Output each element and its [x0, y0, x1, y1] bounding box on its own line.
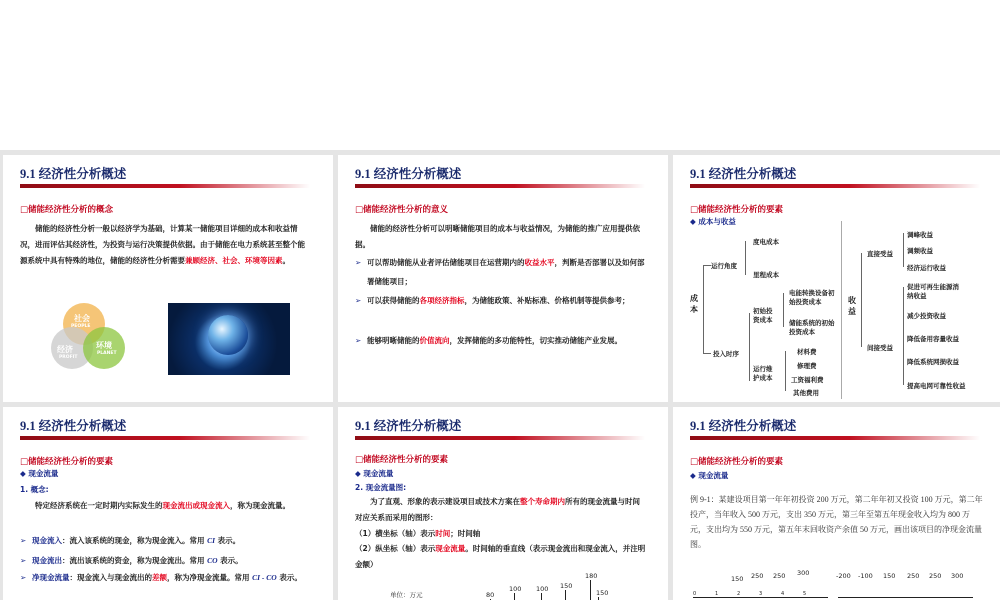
- axis-note-2: （2）纵坐标（轴）表示现金流量。时间轴的垂直线（表示现金流出和现金流入，并注明金额）: [355, 544, 646, 569]
- axis-tick: 4: [781, 591, 785, 597]
- tree-material: 材料费: [797, 348, 817, 356]
- bullet-cash-outflow: ➢ 现金流出：流出该系统的资金，称为现金流出。常用 CO 表示。: [20, 556, 243, 565]
- flow-arrow: [541, 593, 542, 600]
- sub-heading: ◆ 现金流量: [690, 471, 729, 480]
- tree-loss-revenue: 降低系统网损收益: [907, 358, 959, 366]
- tree-repair: 修理费: [797, 362, 817, 370]
- unit-label: 单位：万元: [390, 591, 423, 599]
- flow-value: 150: [731, 575, 744, 583]
- time-axis-right: [838, 597, 973, 598]
- tree-line: [749, 313, 750, 381]
- venn-label-social-en: PEOPLE: [71, 324, 91, 329]
- tree-line: [903, 233, 904, 267]
- venn-label-economy: 经济: [57, 345, 73, 354]
- tree-equipment-cost: 电能转换设备初始投资成本: [789, 289, 835, 306]
- flow-arrow: [565, 590, 566, 600]
- tree-line: [703, 265, 704, 353]
- time-axis-left: [693, 597, 828, 598]
- venn-label-environment: 环境: [96, 341, 112, 350]
- venn-label-environment-en: PLANET: [97, 351, 117, 356]
- flow-value: 250: [773, 572, 786, 580]
- venn-label-social: 社会: [74, 314, 90, 323]
- tree-line: [703, 265, 711, 266]
- axis-tick: 2: [737, 591, 741, 597]
- title-underline: [355, 184, 645, 188]
- tree-other: 其他费用: [793, 389, 819, 397]
- slide-title: 9.1 经济性分析概述: [355, 419, 462, 433]
- title-underline: [20, 436, 310, 440]
- slide-thumbnail-4[interactable]: [3, 407, 333, 600]
- tree-reliability-revenue: 提高电网可靠性收益: [907, 382, 966, 390]
- bullet-item: ➢ 可以帮助储能从业者评估储能项目在运营期内的收益水平，判断是否部署以及如何部署储能项目；: [355, 258, 645, 286]
- tree-system-cost: 储能系统的初始投资成本: [789, 319, 835, 336]
- tree-line: [785, 351, 786, 391]
- flow-value: -200: [836, 572, 851, 580]
- tree-economic-revenue: 经济运行收益: [907, 264, 946, 272]
- globe-image: [168, 303, 290, 375]
- tree-divider: [841, 221, 842, 399]
- slide-title: 9.1 经济性分析概述: [690, 419, 797, 433]
- para-text: 储能的经济性分析一般以经济学为基础，计算某一储能项目详细的成本和收益情况，进而评估其经济性，为投资与运行决策提供依据。由于储能在电力系统甚至整个能源系统中具有特殊的地位，储能的经济性分析需要: [20, 224, 305, 265]
- bullet-item: ➢ 能够明晰储能的价值流向，发挥储能的多功能特性，切实推动储能产业发展。: [355, 336, 622, 345]
- slide-thumbnail-5[interactable]: [338, 407, 668, 600]
- title-underline: [690, 184, 980, 188]
- flow-value: 250: [929, 572, 942, 580]
- bullet-cash-inflow: ➢ 现金流入：流入该系统的现金，称为现金流入。常用 CI 表示。: [20, 536, 241, 545]
- bullet-item: ➢ 可以获得储能的各项经济指标，为储能政策、补贴标准、价格机制等提供参考；: [355, 296, 630, 305]
- sub-heading: ◆ 现金流量: [20, 469, 59, 478]
- sub-heading: ◆ 成本与收益: [690, 217, 736, 226]
- slide-title: 9.1 经济性分析概述: [20, 167, 127, 181]
- flow-arrow: [590, 580, 591, 600]
- tree-direct-benefit: 直接受益: [867, 250, 893, 258]
- tree-frequency-revenue: 调频收益: [907, 247, 933, 255]
- venn-label-economy-en: PROFIT: [59, 355, 78, 360]
- tree-line: [783, 293, 784, 327]
- sub-heading: ◆ 现金流量: [355, 469, 394, 478]
- section-heading: □储能经济性分析的要素: [690, 205, 784, 215]
- slide-thumbnail-2[interactable]: [338, 155, 668, 402]
- tree-line: [745, 241, 746, 275]
- tree-investment-time: 投入时序: [713, 350, 739, 358]
- title-underline: [690, 436, 980, 440]
- para-highlight: 兼顾经济、社会、环境等因素: [185, 256, 283, 265]
- tree-investment-saving: 减少投资收益: [907, 312, 946, 320]
- slide-title: 9.1 经济性分析概述: [690, 167, 797, 181]
- tree-mileage-cost: 里程成本: [753, 271, 779, 279]
- cashflow-chart-intro: 为了直观、形象的表示建设项目或技术方案在整个寿命期内所有的现金流量与时间对应关系而采用的图形：: [355, 497, 640, 522]
- flow-value: 150: [883, 572, 896, 580]
- tree-om-cost: 运行维护成本: [753, 365, 773, 382]
- title-underline: [20, 184, 310, 188]
- flow-value: 150: [596, 589, 609, 597]
- flow-value: 180: [585, 572, 598, 580]
- tree-degree-cost: 度电成本: [753, 238, 779, 246]
- title-underline: [355, 436, 645, 440]
- slide-thumbnail-3[interactable]: [673, 155, 1000, 402]
- slide-title: 9.1 经济性分析概述: [20, 419, 127, 433]
- slide-title: 9.1 经济性分析概述: [355, 167, 462, 181]
- slide-thumbnail-6[interactable]: [673, 407, 1000, 600]
- flow-value: 150: [560, 582, 573, 590]
- axis-tick: 0: [693, 591, 697, 597]
- flow-value: 250: [907, 572, 920, 580]
- tree-peak-revenue: 调峰收益: [907, 231, 933, 239]
- flow-value: 300: [797, 569, 810, 577]
- flow-value: 100: [509, 585, 522, 593]
- meaning-paragraph: 储能的经济性分析可以明晰储能项目的成本与收益情况，为储能的推广应用提供依据。: [355, 224, 640, 249]
- section-heading: □储能经济性分析的要素: [20, 457, 114, 467]
- example-text: 例 9-1：某建设项目第一年年初投资 200 万元，第二年年初又投资 100 万元，第二年投产，当年收入 500 万元，支出 350 万元，第三年至第五年现金收入均为 800 万元，支出均为 550 万元，第五年末回收资产余值 50 万元，画出该项目的净现金流量图。: [690, 495, 983, 549]
- tree-root-cost: 成本: [690, 294, 698, 314]
- axis-note-1: （1）横坐标（轴）表示时间；时间轴: [355, 529, 481, 538]
- axis-tick: 1: [715, 591, 719, 597]
- flow-value: 100: [536, 585, 549, 593]
- flow-value: 250: [751, 572, 764, 580]
- cashflow-definition: 特定经济系统在一定时期内实际发生的现金流出或现金流入，称为现金流量。: [35, 501, 290, 510]
- tree-run-angle: 运行角度: [711, 262, 737, 270]
- axis-tick: 5: [803, 591, 807, 597]
- section-heading: □储能经济性分析的要素: [355, 455, 449, 465]
- tree-indirect-benefit: 间接受益: [867, 344, 893, 352]
- flow-value: -100: [858, 572, 873, 580]
- flow-value: 300: [951, 572, 964, 580]
- tree-line: [703, 353, 711, 354]
- slide-thumbnail-1[interactable]: [3, 155, 333, 402]
- section-heading: □储能经济性分析的要素: [690, 457, 784, 467]
- tree-renewable-revenue: 促进可再生能源消纳收益: [907, 283, 959, 300]
- bullet-net-cashflow: ➢ 净现金流量：现金流入与现金流出的差额，称为净现金流量。常用 CI - CO 表示。: [20, 573, 302, 582]
- para-text-end: 。: [282, 256, 290, 265]
- tree-reserve-revenue: 降低备用容量收益: [907, 335, 959, 343]
- chart-label: 2. 现金流量图:: [355, 483, 407, 492]
- tree-initial-cost: 初始投资成本: [753, 307, 773, 324]
- section-heading: □储能经济性分析的概念: [20, 205, 114, 215]
- tree-line: [861, 253, 862, 347]
- tree-wage: 工资福利费: [791, 376, 824, 384]
- tree-root-revenue: 收益: [848, 296, 856, 316]
- flow-value: 80: [486, 591, 495, 599]
- concept-label: 1. 概念:: [20, 485, 49, 494]
- axis-tick: 3: [759, 591, 763, 597]
- concept-paragraph: [20, 221, 312, 269]
- section-heading: □储能经济性分析的意义: [355, 205, 449, 215]
- flow-arrow: [514, 593, 515, 600]
- tree-line: [903, 287, 904, 385]
